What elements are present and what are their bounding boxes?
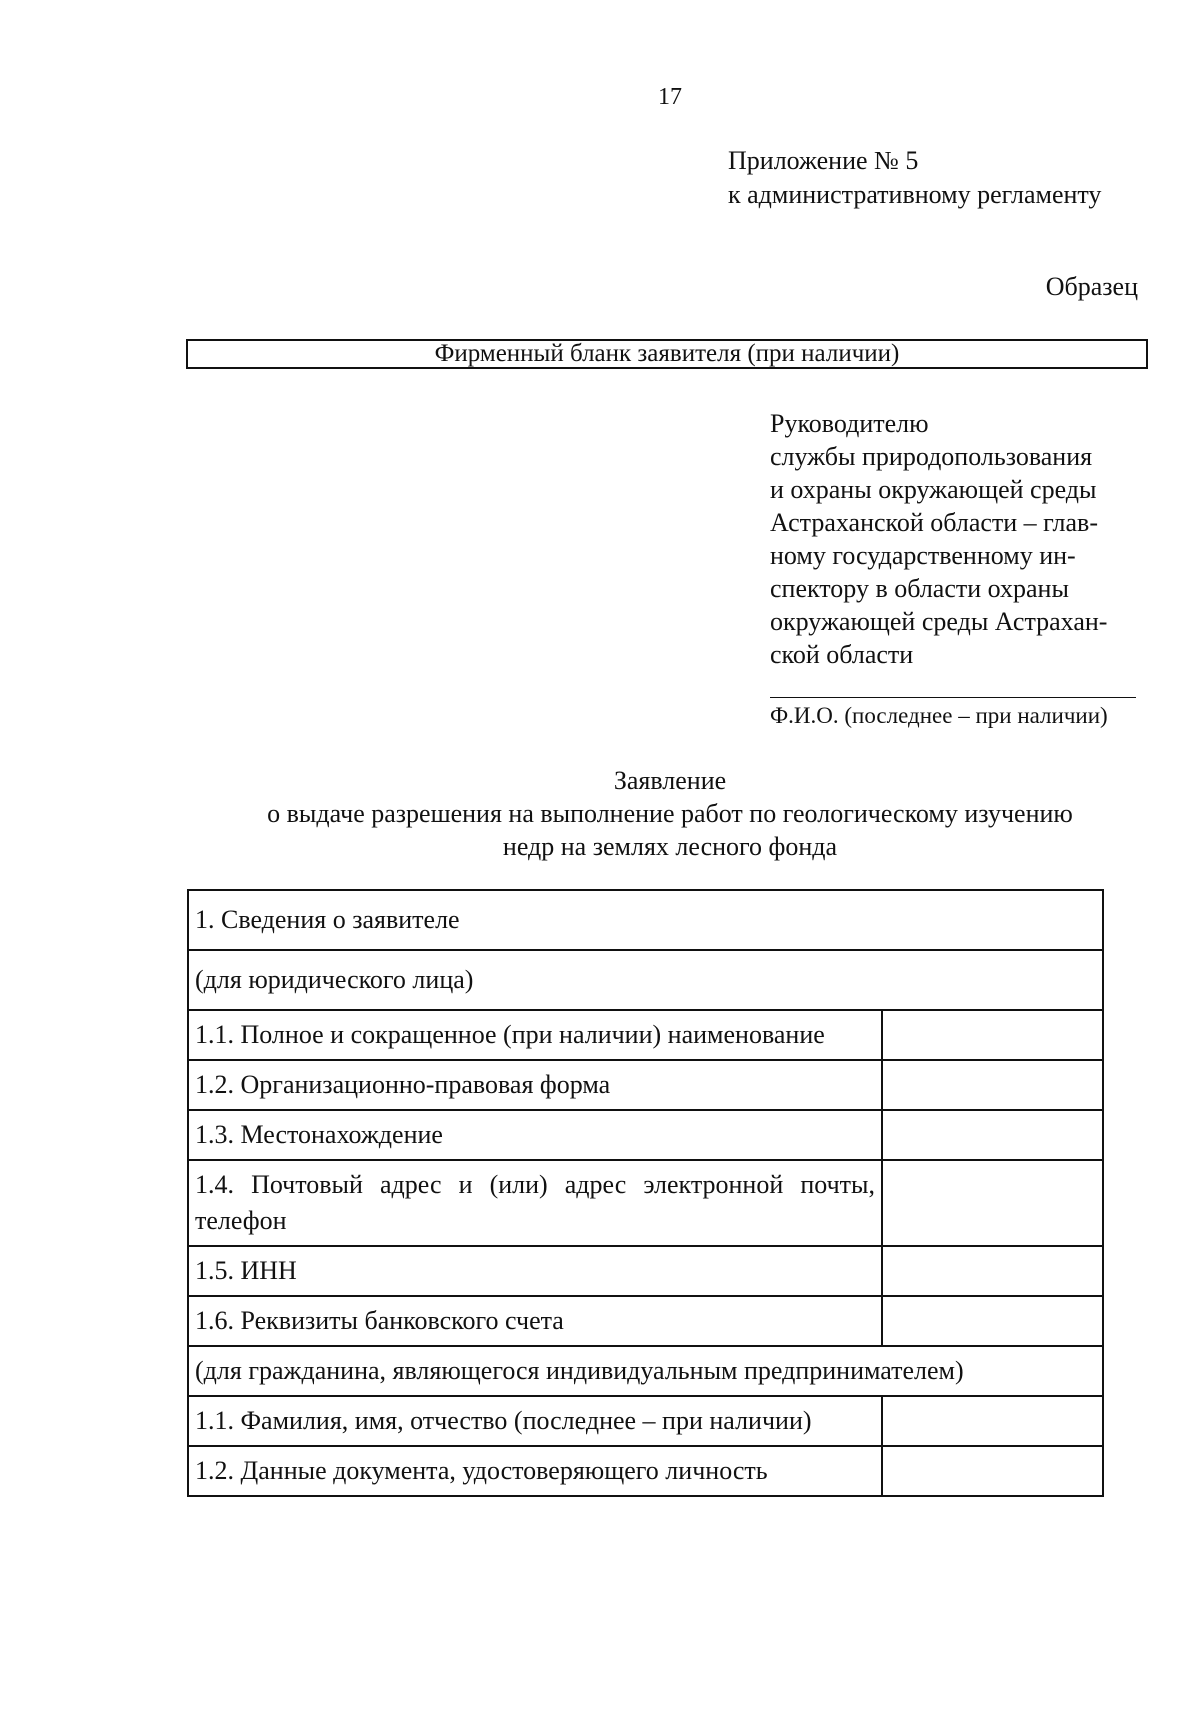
statement-subtitle-line-2: недр на землях лесного фонда (502, 832, 838, 861)
addressee-block (770, 407, 1160, 671)
field-label: 1.4. Почтовый адрес и (или) адрес электронной почты, телефон (188, 1160, 882, 1246)
addressee-line: окружающей среды Астрахан- (770, 607, 1108, 636)
field-value-cell[interactable] (882, 1010, 1103, 1060)
field-label: 1.6. Реквизиты банковского счета (188, 1296, 882, 1346)
table-row (188, 890, 1103, 950)
field-label: 1.2. Организационно-правовая форма (188, 1060, 882, 1110)
statement-title: Заявление (613, 766, 727, 795)
table-row (188, 1246, 1103, 1296)
appendix-line-1: Приложение № 5 (728, 146, 919, 175)
table-row (188, 1446, 1103, 1496)
legal-entity-header-cell: (для юридического лица) (188, 950, 1103, 1010)
fio-signature-line (770, 697, 1136, 698)
individual-header-cell: (для гражданина, являющегося индивидуальным предпринимателем) (188, 1346, 1103, 1396)
field-label: 1.3. Местонахождение (188, 1110, 882, 1160)
table-row (188, 1346, 1103, 1396)
page-number: 17 (658, 84, 682, 110)
table-row (188, 1110, 1103, 1160)
addressee-line: службы природопользования (770, 442, 1093, 471)
addressee-line: ному государственному ин- (770, 541, 1076, 570)
table-row (188, 1010, 1103, 1060)
field-value-cell[interactable] (882, 1060, 1103, 1110)
section-header-cell: 1. Сведения о заявителе (188, 890, 1103, 950)
field-value-cell[interactable] (882, 1446, 1103, 1496)
addressee-line: Руководителю (770, 409, 929, 438)
table-row (188, 1060, 1103, 1110)
applicant-info-table (187, 889, 1104, 1497)
letterhead-box: Фирменный бланк заявителя (при наличии) (186, 339, 1148, 369)
fio-caption: Ф.И.О. (последнее – при наличии) (770, 703, 1108, 728)
field-value-cell[interactable] (882, 1396, 1103, 1446)
table-row (188, 1160, 1103, 1246)
addressee-line: и охраны окружающей среды (770, 475, 1097, 504)
table-row (188, 950, 1103, 1010)
table-row (188, 1396, 1103, 1446)
statement-heading (170, 764, 1170, 863)
table-row (188, 1296, 1103, 1346)
field-label: 1.2. Данные документа, удостоверяющего личность (188, 1446, 882, 1496)
addressee-line: Астраханской области – глав- (770, 508, 1098, 537)
appendix-reference (728, 144, 1101, 212)
addressee-line: ской области (770, 640, 914, 669)
field-value-cell[interactable] (882, 1296, 1103, 1346)
addressee-line: спектору в области охраны (770, 574, 1069, 603)
field-label: 1.5. ИНН (188, 1246, 882, 1296)
field-label: 1.1. Полное и сокращенное (при наличии) наименование (188, 1010, 882, 1060)
field-value-cell[interactable] (882, 1160, 1103, 1246)
field-value-cell[interactable] (882, 1246, 1103, 1296)
field-label: 1.1. Фамилия, имя, отчество (последнее – при наличии) (188, 1396, 882, 1446)
appendix-line-2: к административному регламенту (728, 180, 1102, 209)
statement-subtitle-line-1: о выдаче разрешения на выполнение работ по геологическому изучению (267, 799, 1073, 828)
field-value-cell[interactable] (882, 1110, 1103, 1160)
sample-label: Образец (1045, 272, 1138, 301)
